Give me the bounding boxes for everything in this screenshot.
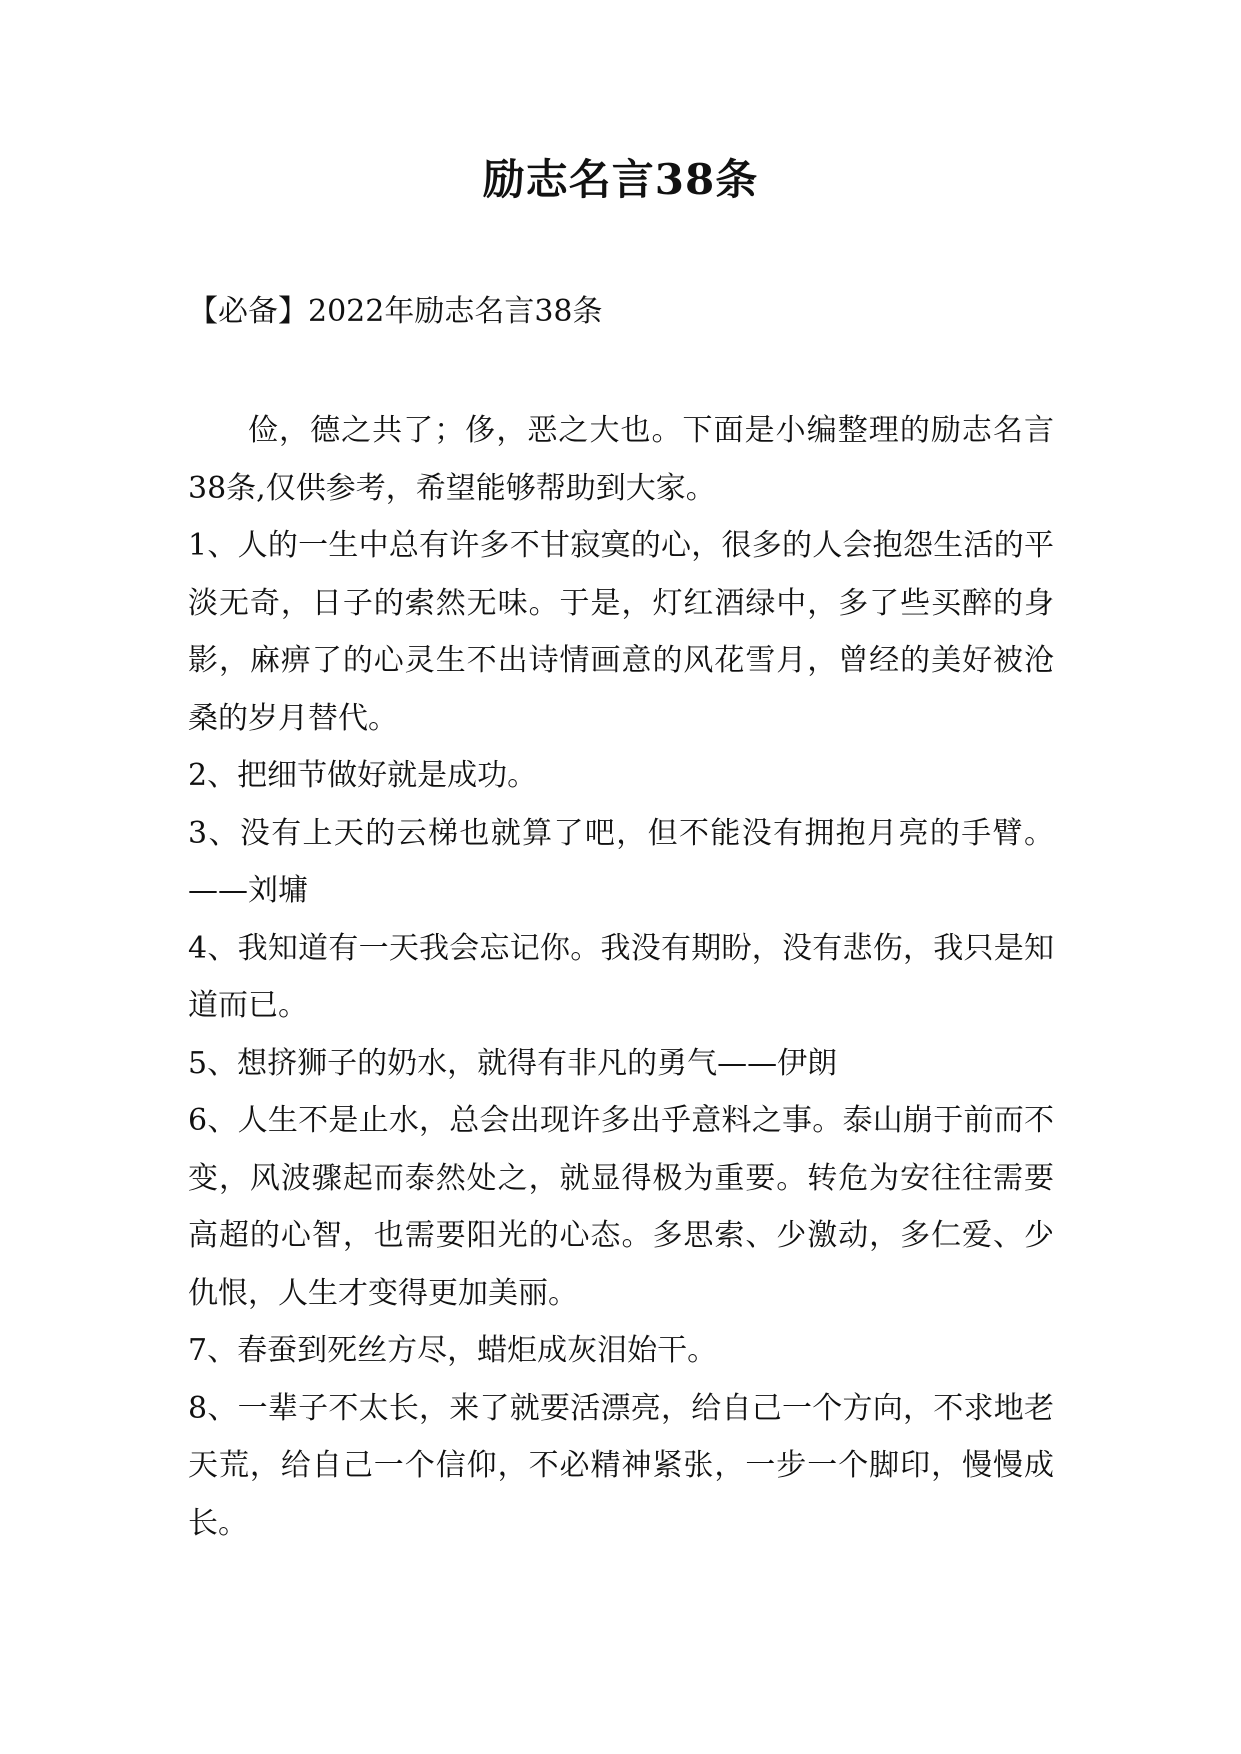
quote-item-6: 6、人生不是止水，总会出现许多出乎意料之事。泰山崩于前而不变，风波骤起而泰然处之，就显得极为重要。转危为安往往需要高超的心智，也需要阳光的心态。多思索、少激动，多仁爱、少仇恨，人生才变得更加美丽。 [188,1103,1054,1311]
intro-paragraph: 俭，德之共了；侈，恶之大也。下面是小编整理的励志名言38条,仅供参考，希望能够帮助到大家。 [188,413,1054,506]
quote-item-3: 3、没有上天的云梯也就算了吧，但不能没有拥抱月亮的手臂。——刘墉 [188,815,1054,908]
quote-item-1: 1、人的一生中总有许多不甘寂寞的心，很多的人会抱怨生活的平淡无奇，日子的索然无味。于是，灯红酒绿中，多了些买醉的身影，麻痹了的心灵生不出诗情画意的风花雪月，曾经的美好被沧桑的岁月替代。 [188,528,1054,736]
quote-item-2: 2、把细节做好就是成功。 [188,758,538,793]
document-title: 励志名言38条 [482,155,759,204]
quote-item-4: 4、我知道有一天我会忘记你。我没有期盼，没有悲伤，我只是知道而已。 [188,930,1054,1023]
document-body [188,402,1054,1552]
document-subtitle: 【必备】2022年励志名言38条 [188,294,603,329]
quote-item-8: 8、一辈子不太长，来了就要活漂亮，给自己一个方向，不求地老天荒，给自己一个信仰，不必精神紧张，一步一个脚印，慢慢成长。 [188,1390,1054,1541]
quote-item-7: 7、春蚕到死丝方尽，蜡炬成灰泪始干。 [188,1333,718,1368]
quote-item-5: 5、想挤狮子的奶水，就得有非凡的勇气——伊朗 [188,1045,838,1081]
